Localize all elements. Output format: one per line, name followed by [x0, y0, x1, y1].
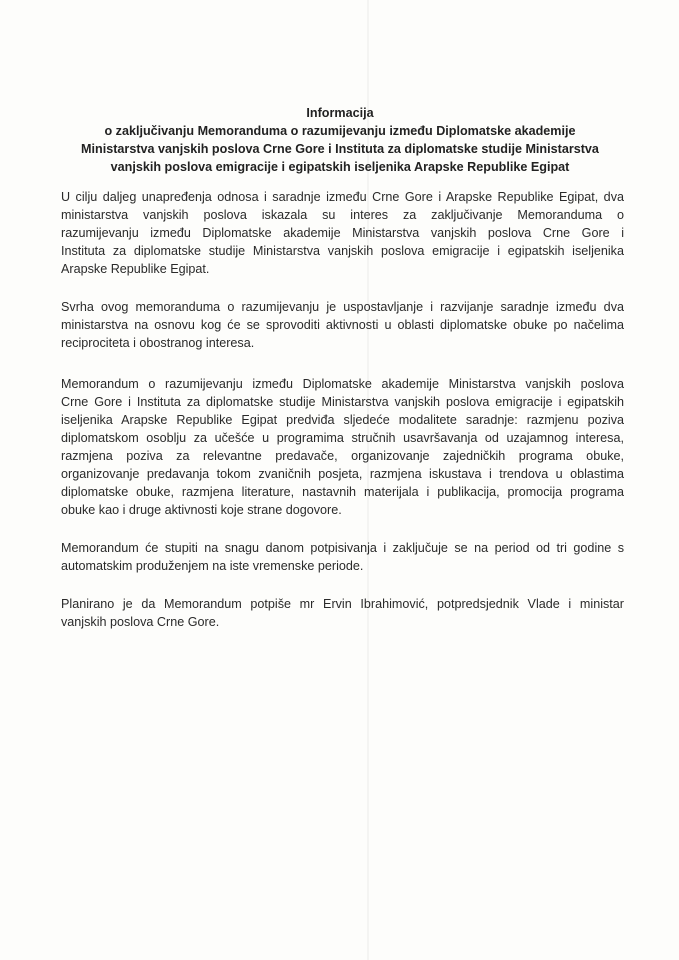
paragraph-1-line: Arapske Republike Egipat. — [61, 262, 210, 276]
paragraph-1-line: razumijevanju između Diplomatske akademije Ministarstva vanjskih poslova Crne Gore i — [61, 226, 624, 240]
paragraph-2-line: ministarstva na osnovu kog će se sprovoditi aktivnosti u oblasti diplomatske obuke po načelima — [61, 318, 624, 332]
paragraph-2-line: reciprociteta i obostranog interesa. — [61, 336, 255, 350]
document-subtitle-line: vanjskih poslova emigracije i egipatskih iseljenika Arapske Republike Egipat — [110, 160, 570, 174]
paragraph-1-line: U cilju daljeg unapređenja odnosa i saradnje između Crne Gore i Arapske Republike Egipat, dva — [61, 190, 624, 204]
paragraph-3-line: razmjena poziva za relevantne predavače, organizovanje zajedničkih programa obuke, — [61, 449, 624, 463]
document-title: Informacija — [306, 106, 374, 120]
paragraph-1-line: ministarstva vanjskih poslova iskazala su interes za zaključivanje Memoranduma o — [61, 208, 624, 222]
paragraph-3-line: iseljenika Arapske Republike Egipat predviđa sljedeće modalitete saradnje: razmjenu poziva — [61, 413, 624, 427]
paragraph-3-line: Crne Gore i Instituta za diplomatske studije Ministarstva vanjskih poslova emigracije i egipatskih — [61, 395, 624, 409]
paragraph-4-line: automatskim produženjem na iste vremenske periode. — [61, 559, 364, 573]
paragraph-3-line: diplomatskom osoblju za učešće u programima stručnih usavršavanja od uzajamnog interesa, — [61, 431, 624, 445]
paragraph-4-line: Memorandum će stupiti na snagu danom potpisivanja i zaključuje se na period od tri godine s — [61, 541, 624, 555]
paragraph-5-line: vanjskih poslova Crne Gore. — [61, 615, 220, 629]
paragraph-3-line: organizovanje predavanja tokom zvaničnih posjeta, razmjena iskustava i trendova u oblastima — [61, 467, 624, 481]
paragraph-5-line: Planirano je da Memorandum potpiše mr Ervin Ibrahimović, potpredsjednik Vlade i ministar — [61, 597, 624, 611]
paragraph-2-line: Svrha ovog memoranduma o razumijevanju je uspostavljanje i razvijanje saradnje između dva — [61, 300, 624, 314]
paragraph-3-line: diplomatske obuke, razmjena literature, nastavnih materijala i publikacija, promocija programa — [61, 485, 624, 499]
document-subtitle-line: Ministarstva vanjskih poslova Crne Gore i Instituta za diplomatske studije Ministarstva — [81, 142, 599, 156]
document-subtitle-line: o zaključivanju Memoranduma o razumijevanju između Diplomatske akademije — [104, 124, 576, 138]
paragraph-1-line: Instituta za diplomatske studije Ministarstva vanjskih poslova emigracije i egipatskih iseljenika — [61, 244, 624, 258]
paragraph-3-line: Memorandum o razumijevanju između Diplomatske akademije Ministarstva vanjskih poslova — [61, 377, 624, 391]
paragraph-3-line: obuke kao i druge aktivnosti koje strane dogovore. — [61, 503, 342, 517]
